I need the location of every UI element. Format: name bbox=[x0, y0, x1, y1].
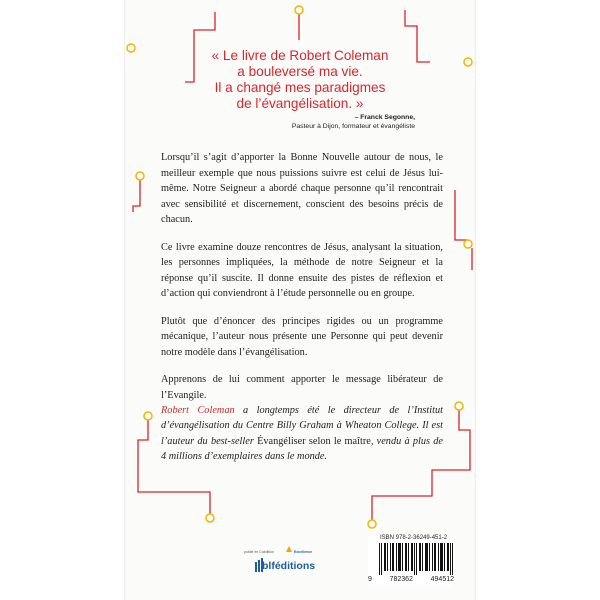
description-paragraph: Apprenons de lui comment apporter le message libérateur de l’Evangile. bbox=[161, 374, 443, 401]
copublisher-logo-icon bbox=[285, 545, 293, 553]
dot-marker bbox=[368, 520, 376, 528]
endorsement-quote bbox=[185, 48, 415, 112]
bio-author-name: Robert Coleman bbox=[161, 405, 235, 416]
isbn-label: ISBN 978-2-36249-451-2 bbox=[380, 535, 448, 541]
dot-marker bbox=[127, 44, 135, 52]
bio-text: , vendu à plus de 4 millions d’exemplaires dans le monde. bbox=[161, 435, 443, 462]
copublisher-note: publié en Coédition bbox=[244, 550, 274, 554]
description-paragraph: Plutôt que d’énoncer des principes rigides ou un programme mécanique, l’auteur nous présente une Personne qui peut devenir notre modèle dans l’évangélisation. bbox=[161, 315, 443, 358]
quote-author: – Franck Segonne, bbox=[354, 114, 415, 121]
dot-marker bbox=[464, 240, 472, 248]
bio-text: a longtemps été le directeur de l’Institut d’évangélisation du Centre Billy Graham à Wheaton College. Il est l’auteur du best-seller bbox=[161, 405, 443, 447]
dot-marker bbox=[464, 58, 472, 66]
copublisher-name: Excellence bbox=[294, 550, 313, 554]
quote-attribution bbox=[215, 113, 415, 131]
quote-line: a bouleversé ma vie. bbox=[237, 64, 363, 79]
barcode-digit-group: 494512 bbox=[430, 576, 454, 583]
publisher-logo: blféditions bbox=[262, 560, 316, 572]
dot-marker bbox=[455, 402, 463, 410]
description-paragraph: Lorsqu’il s’agit d’apporter la Bonne Nouvelle autour de nous, le meilleur exemple que nous puissions suivre est celui de Jésus lui-même. Notre Seigneur a abordé chaque personne qu’il rencontrait avec sensibilité et discernement, conscient des besoins précis de chacun. bbox=[161, 152, 443, 225]
quote-line: de l’évangélisation. » bbox=[236, 96, 364, 111]
quote-line: « Le livre de Robert Coleman bbox=[211, 48, 389, 63]
dot-marker bbox=[136, 172, 144, 180]
author-bio bbox=[161, 403, 443, 464]
dot-marker bbox=[206, 514, 214, 522]
quote-author-role: Pasteur à Dijon, formateur et évangéliste bbox=[291, 123, 415, 130]
back-cover-description bbox=[161, 150, 443, 415]
bio-book-title: Évangéliser selon le maître bbox=[257, 435, 371, 447]
dot-marker bbox=[295, 6, 303, 14]
dot-marker bbox=[144, 412, 152, 420]
barcode-digit-group: 9 bbox=[368, 576, 372, 583]
barcode-digits bbox=[368, 576, 454, 583]
barcode-digit-group: 782362 bbox=[389, 576, 413, 583]
quote-line: Il a changé mes paradigmes bbox=[214, 80, 386, 95]
description-paragraph: Ce livre examine douze rencontres de Jésus, analysant la situation, les personnes impliquées, la méthode de notre Seigneur et la réponse qu’il suscite. Il donne ensuite des pistes de réflexion et d’action qui conviendront à l’étude personnelle ou en groupe. bbox=[161, 241, 443, 299]
barcode bbox=[379, 543, 453, 575]
